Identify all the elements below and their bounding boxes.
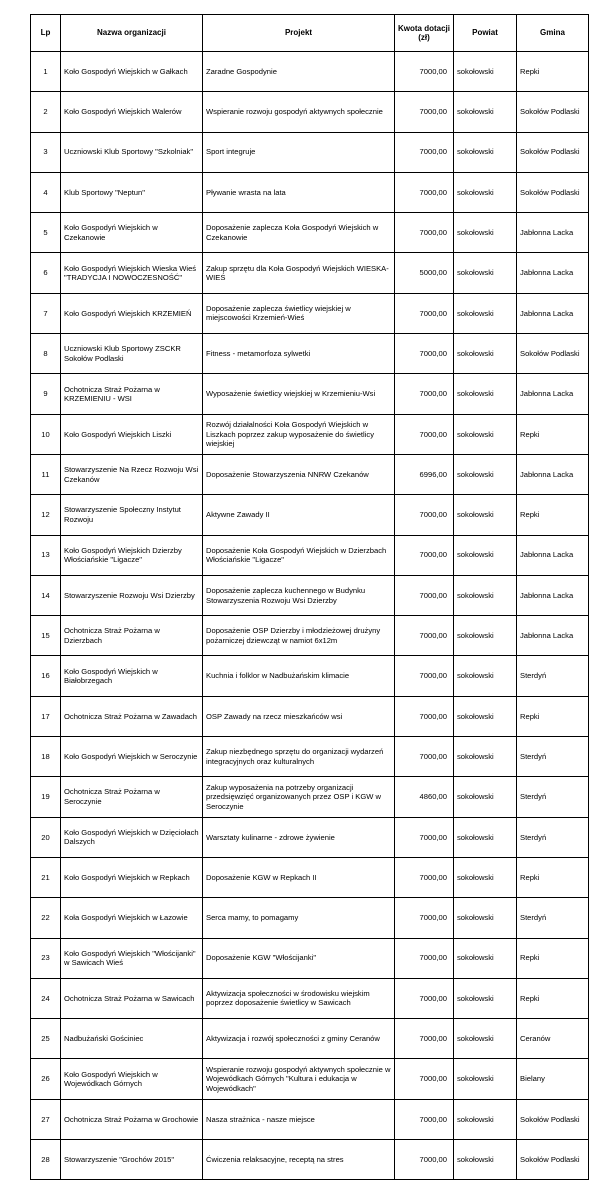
grants-table <box>30 14 589 1180</box>
row-number: 5 <box>31 213 61 253</box>
grant-amount: 7000,00 <box>395 575 454 615</box>
commune-name: Jabłonna Lacka <box>517 293 589 333</box>
organization-name: Stowarzyszenie "Grochów 2015" <box>61 1140 203 1180</box>
project-name: Doposażenie zaplecza kuchennego w Budynku Stowarzyszenia Rozwoju Wsi Dzierzby <box>203 575 395 615</box>
row-number: 19 <box>31 777 61 817</box>
table-row <box>31 414 589 454</box>
commune-name: Sterdyń <box>517 898 589 938</box>
commune-name: Jabłonna Lacka <box>517 575 589 615</box>
table-row <box>31 535 589 575</box>
organization-name: Koło Gospodyń Wiejskich KRZEMIEŃ <box>61 293 203 333</box>
grant-amount: 7000,00 <box>395 414 454 454</box>
grant-amount: 7000,00 <box>395 1140 454 1180</box>
row-number: 12 <box>31 495 61 535</box>
grant-amount: 7000,00 <box>395 374 454 414</box>
county-name: sokołowski <box>454 92 517 132</box>
table-row <box>31 92 589 132</box>
row-number: 25 <box>31 1019 61 1059</box>
project-name: Kuchnia i folklor w Nadbużańskim klimacie <box>203 656 395 696</box>
county-name: sokołowski <box>454 414 517 454</box>
county-name: sokołowski <box>454 253 517 293</box>
county-name: sokołowski <box>454 978 517 1018</box>
county-name: sokołowski <box>454 938 517 978</box>
row-number: 17 <box>31 696 61 736</box>
table-row <box>31 656 589 696</box>
table-row <box>31 1019 589 1059</box>
grant-amount: 7000,00 <box>395 172 454 212</box>
commune-name: Jabłonna Lacka <box>517 454 589 494</box>
commune-name: Jabłonna Lacka <box>517 616 589 656</box>
table-row <box>31 454 589 494</box>
row-number: 15 <box>31 616 61 656</box>
commune-name: Sokołów Podlaski <box>517 1140 589 1180</box>
county-name: sokołowski <box>454 575 517 615</box>
project-name: Zaradne Gospodynie <box>203 52 395 92</box>
organization-name: Koło Gospodyń Wiejskich Walerów <box>61 92 203 132</box>
table-row <box>31 253 589 293</box>
project-name: Wyposażenie świetlicy wiejskiej w Krzemieniu-Wsi <box>203 374 395 414</box>
header-commune: Gmina <box>517 15 589 52</box>
grant-amount: 7000,00 <box>395 132 454 172</box>
row-number: 2 <box>31 92 61 132</box>
organization-name: Stowarzyszenie Na Rzecz Rozwoju Wsi Czekanów <box>61 454 203 494</box>
row-number: 24 <box>31 978 61 1018</box>
table-row <box>31 1059 589 1099</box>
organization-name: Koło Gospodyń Wiejskich w Białobrzegach <box>61 656 203 696</box>
county-name: sokołowski <box>454 374 517 414</box>
commune-name: Repki <box>517 52 589 92</box>
grant-amount: 7000,00 <box>395 857 454 897</box>
organization-name: Stowarzyszenie Społeczny Instytut Rozwoju <box>61 495 203 535</box>
project-name: Zakup niezbędnego sprzętu do organizacji wydarzeń integracyjnych oraz kulturalnych <box>203 737 395 777</box>
grant-amount: 4860,00 <box>395 777 454 817</box>
row-number: 16 <box>31 656 61 696</box>
project-name: Doposażenie zaplecza świetlicy wiejskiej w miejscowości Krzemień-Wieś <box>203 293 395 333</box>
commune-name: Sokołów Podlaski <box>517 92 589 132</box>
organization-name: Ochotnicza Straż Pożarna w KRZEMIENIU - WSI <box>61 374 203 414</box>
commune-name: Repki <box>517 857 589 897</box>
commune-name: Repki <box>517 495 589 535</box>
project-name: Serca mamy, to pomagamy <box>203 898 395 938</box>
table-row <box>31 696 589 736</box>
organization-name: Ochotnicza Straż Pożarna w Grochowie <box>61 1099 203 1139</box>
grant-amount: 7000,00 <box>395 213 454 253</box>
organization-name: Ochotnicza Straż Pożarna w Dzierzbach <box>61 616 203 656</box>
commune-name: Bielany <box>517 1059 589 1099</box>
table-row <box>31 213 589 253</box>
project-name: Rozwój działalności Koła Gospodyń Wiejskich w Liszkach poprzez zakup wyposażenie do świetlicy wiejskiej <box>203 414 395 454</box>
county-name: sokołowski <box>454 777 517 817</box>
county-name: sokołowski <box>454 495 517 535</box>
grant-amount: 7000,00 <box>395 293 454 333</box>
header-project: Projekt <box>203 15 395 52</box>
commune-name: Sterdyń <box>517 656 589 696</box>
row-number: 23 <box>31 938 61 978</box>
organization-name: Stowarzyszenie Rozwoju Wsi Dzierzby <box>61 575 203 615</box>
grant-amount: 6996,00 <box>395 454 454 494</box>
grant-amount: 7000,00 <box>395 978 454 1018</box>
row-number: 18 <box>31 737 61 777</box>
organization-name: Koło Gospodyń Wiejskich w Repkach <box>61 857 203 897</box>
project-name: Zakup sprzętu dla Koła Gospodyń Wiejskich WIESKA- WIEŚ <box>203 253 395 293</box>
row-number: 11 <box>31 454 61 494</box>
project-name: Aktywizacja społeczności w środowisku wiejskim poprzez doposażenie świetlicy w Sawicach <box>203 978 395 1018</box>
grant-amount: 7000,00 <box>395 817 454 857</box>
organization-name: Ochotnicza Straż Pożarna w Seroczynie <box>61 777 203 817</box>
row-number: 20 <box>31 817 61 857</box>
table-row <box>31 777 589 817</box>
grant-amount: 7000,00 <box>395 656 454 696</box>
table-row <box>31 857 589 897</box>
commune-name: Repki <box>517 938 589 978</box>
county-name: sokołowski <box>454 696 517 736</box>
table-row <box>31 293 589 333</box>
organization-name: Koło Gospodyń Wiejskich w Dzięciołach Dalszych <box>61 817 203 857</box>
table-row <box>31 334 589 374</box>
grant-amount: 7000,00 <box>395 616 454 656</box>
grant-amount: 7000,00 <box>395 938 454 978</box>
row-number: 14 <box>31 575 61 615</box>
project-name: Zakup wyposażenia na potrzeby organizacji przedsięwzięć organizowanych przez OSP i KGW w Seroczynie <box>203 777 395 817</box>
project-name: Pływanie wrasta na lata <box>203 172 395 212</box>
grant-amount: 7000,00 <box>395 696 454 736</box>
organization-name: Ochotnicza Straż Pożarna w Zawadach <box>61 696 203 736</box>
county-name: sokołowski <box>454 454 517 494</box>
organization-name: Ochotnicza Straż Pożarna w Sawicach <box>61 978 203 1018</box>
commune-name: Sokołów Podlaski <box>517 334 589 374</box>
organization-name: Koło Gospodyń Wiejskich w Seroczynie <box>61 737 203 777</box>
county-name: sokołowski <box>454 132 517 172</box>
organization-name: Nadbużański Gościniec <box>61 1019 203 1059</box>
table-row <box>31 978 589 1018</box>
grant-amount: 7000,00 <box>395 1099 454 1139</box>
table-row <box>31 616 589 656</box>
commune-name: Repki <box>517 978 589 1018</box>
organization-name: Koło Gospodyń Wiejskich Dzierzby Włościańskie "Ligacze" <box>61 535 203 575</box>
header-organization: Nazwa organizacji <box>61 15 203 52</box>
grant-amount: 7000,00 <box>395 1019 454 1059</box>
grant-amount: 7000,00 <box>395 92 454 132</box>
county-name: sokołowski <box>454 293 517 333</box>
county-name: sokołowski <box>454 898 517 938</box>
table-row <box>31 374 589 414</box>
commune-name: Jabłonna Lacka <box>517 535 589 575</box>
row-number: 8 <box>31 334 61 374</box>
row-number: 27 <box>31 1099 61 1139</box>
organization-name: Koła Gospodyń Wiejskich w Łazowie <box>61 898 203 938</box>
county-name: sokołowski <box>454 334 517 374</box>
project-name: Doposażenie OSP Dzierzby i młodzieżowej drużyny pożarniczej dziewcząt w namiot 6x12m <box>203 616 395 656</box>
organization-name: Klub Sportowy "Neptun" <box>61 172 203 212</box>
commune-name: Jabłonna Lacka <box>517 374 589 414</box>
county-name: sokołowski <box>454 656 517 696</box>
table-row <box>31 132 589 172</box>
row-number: 4 <box>31 172 61 212</box>
header-row <box>31 15 589 52</box>
project-name: Doposażenie zaplecza Koła Gospodyń Wiejskich w Czekanowie <box>203 213 395 253</box>
row-number: 1 <box>31 52 61 92</box>
organization-name: Koło Gospodyń Wiejskich "Włościjanki" w Sawicach Wieś <box>61 938 203 978</box>
project-name: Sport integruje <box>203 132 395 172</box>
project-name: Ćwiczenia relaksacyjne, receptą na stres <box>203 1140 395 1180</box>
row-number: 13 <box>31 535 61 575</box>
project-name: Aktywizacja i rozwój społeczności z gminy Ceranów <box>203 1019 395 1059</box>
organization-name: Koło Gospodyń Wiejskich w Czekanowie <box>61 213 203 253</box>
project-name: Wspieranie rozwoju gospodyń aktywnych społecznie <box>203 92 395 132</box>
row-number: 28 <box>31 1140 61 1180</box>
commune-name: Sterdyń <box>517 777 589 817</box>
table-row <box>31 172 589 212</box>
commune-name: Jabłonna Lacka <box>517 253 589 293</box>
project-name: Doposażenie KGW "Włościjanki" <box>203 938 395 978</box>
grant-amount: 7000,00 <box>395 52 454 92</box>
commune-name: Ceranów <box>517 1019 589 1059</box>
table-row <box>31 495 589 535</box>
table-row <box>31 898 589 938</box>
county-name: sokołowski <box>454 1099 517 1139</box>
row-number: 3 <box>31 132 61 172</box>
commune-name: Sokołów Podlaski <box>517 1099 589 1139</box>
table-row <box>31 1140 589 1180</box>
project-name: Doposażenie Stowarzyszenia NNRW Czekanów <box>203 454 395 494</box>
commune-name: Sokołów Podlaski <box>517 172 589 212</box>
header-lp: Lp <box>31 15 61 52</box>
commune-name: Sterdyń <box>517 817 589 857</box>
project-name: Aktywne Zawady II <box>203 495 395 535</box>
project-name: Nasza strażnica - nasze miejsce <box>203 1099 395 1139</box>
organization-name: Uczniowski Klub Sportowy ZSCKR Sokołów Podlaski <box>61 334 203 374</box>
table-row <box>31 737 589 777</box>
row-number: 10 <box>31 414 61 454</box>
project-name: Doposażenie Koła Gospodyń Wiejskich w Dzierzbach Włościańskie "Ligacze" <box>203 535 395 575</box>
grant-amount: 7000,00 <box>395 334 454 374</box>
county-name: sokołowski <box>454 213 517 253</box>
commune-name: Repki <box>517 414 589 454</box>
organization-name: Koło Gospodyń Wiejskich w Gałkach <box>61 52 203 92</box>
commune-name: Repki <box>517 696 589 736</box>
organization-name: Koło Gospodyń Wiejskich w Wojewódkach Górnych <box>61 1059 203 1099</box>
table-row <box>31 52 589 92</box>
project-name: Doposażenie KGW w Repkach II <box>203 857 395 897</box>
project-name: Warsztaty kulinarne - zdrowe żywienie <box>203 817 395 857</box>
header-county: Powiat <box>454 15 517 52</box>
grant-amount: 5000,00 <box>395 253 454 293</box>
table-row <box>31 817 589 857</box>
row-number: 6 <box>31 253 61 293</box>
county-name: sokołowski <box>454 737 517 777</box>
county-name: sokołowski <box>454 616 517 656</box>
organization-name: Uczniowski Klub Sportowy "Szkolniak" <box>61 132 203 172</box>
project-name: Fitness - metamorfoza sylwetki <box>203 334 395 374</box>
table-row <box>31 575 589 615</box>
county-name: sokołowski <box>454 817 517 857</box>
commune-name: Jabłonna Lacka <box>517 213 589 253</box>
project-name: Wspieranie rozwoju gospodyń aktywnych społecznie w Wojewódkach Górnych "Kultura i edukacja w Wojewódkach" <box>203 1059 395 1099</box>
grant-amount: 7000,00 <box>395 1059 454 1099</box>
commune-name: Sterdyń <box>517 737 589 777</box>
county-name: sokołowski <box>454 535 517 575</box>
row-number: 7 <box>31 293 61 333</box>
row-number: 21 <box>31 857 61 897</box>
commune-name: Sokołów Podlaski <box>517 132 589 172</box>
row-number: 9 <box>31 374 61 414</box>
county-name: sokołowski <box>454 1059 517 1099</box>
grant-amount: 7000,00 <box>395 898 454 938</box>
county-name: sokołowski <box>454 172 517 212</box>
project-name: OSP Zawady na rzecz mieszkańców wsi <box>203 696 395 736</box>
grant-amount: 7000,00 <box>395 535 454 575</box>
header-amount: Kwota dotacji (zł) <box>395 15 454 52</box>
county-name: sokołowski <box>454 1019 517 1059</box>
county-name: sokołowski <box>454 52 517 92</box>
table-row <box>31 938 589 978</box>
row-number: 26 <box>31 1059 61 1099</box>
county-name: sokołowski <box>454 1140 517 1180</box>
row-number: 22 <box>31 898 61 938</box>
table-row <box>31 1099 589 1139</box>
organization-name: Koło Gospodyń Wiejskich Liszki <box>61 414 203 454</box>
grant-amount: 7000,00 <box>395 737 454 777</box>
county-name: sokołowski <box>454 857 517 897</box>
organization-name: Koło Gospodyń Wiejskich Wieska Wieś "TRADYCJA I NOWOCZESNOŚĆ" <box>61 253 203 293</box>
grant-amount: 7000,00 <box>395 495 454 535</box>
